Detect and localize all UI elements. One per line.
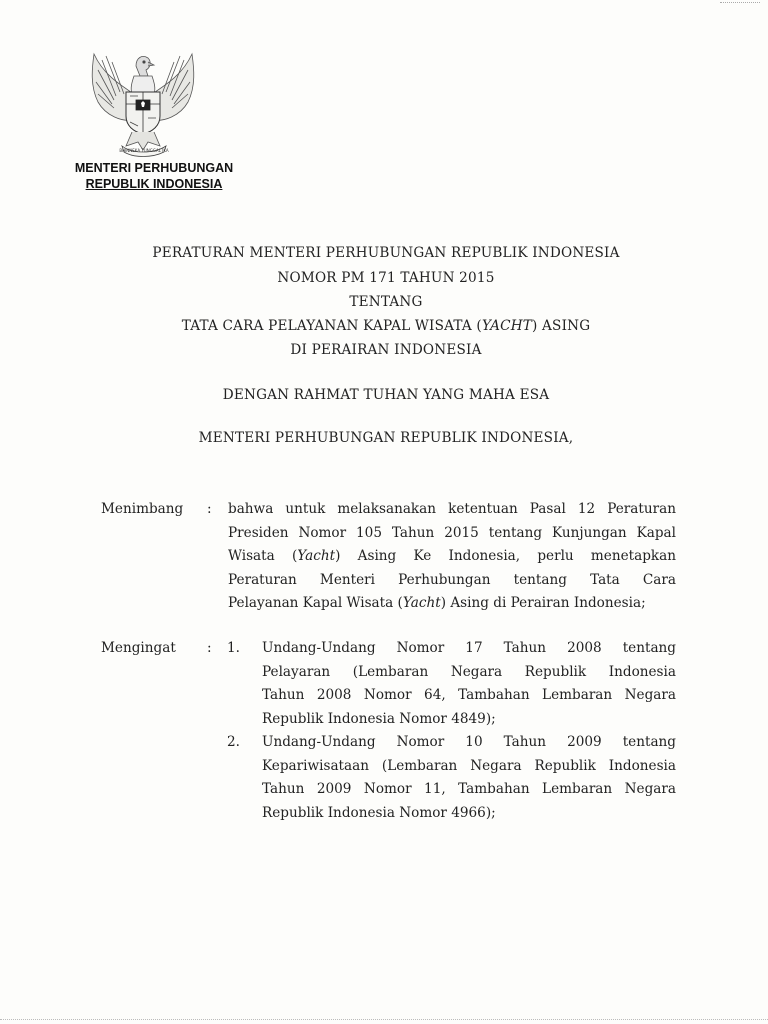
mengingat-colon: : xyxy=(207,640,212,656)
garuda-pancasila-emblem-icon xyxy=(82,46,204,158)
mengingat-item xyxy=(262,637,676,731)
regulation-about: TENTANG xyxy=(349,294,423,310)
line-italic: Yacht xyxy=(297,548,336,564)
ministry-name xyxy=(64,160,244,192)
ministry-line2: REPUBLIK INDONESIA xyxy=(85,177,223,191)
item-line: Tahun 2009 Nomor 11, Tambahan Lembaran Negara xyxy=(262,781,676,797)
preamble: DENGAN RAHMAT TUHAN YANG MAHA ESA xyxy=(222,387,550,403)
mengingat-item xyxy=(262,731,676,825)
subject-post: ) ASING xyxy=(532,318,591,334)
item-line: Republik Indonesia Nomor 4849); xyxy=(262,710,496,727)
item-line: Undang-Undang Nomor 10 Tahun 2009 tentang xyxy=(262,734,676,750)
menimbang-paragraph xyxy=(228,498,676,616)
scan-artifact xyxy=(0,1019,768,1021)
regulation-subject-line2: DI PERAIRAN INDONESIA xyxy=(290,342,482,358)
item-line: Kepariwisataan (Lembaran Negara Republik Indonesia xyxy=(262,757,676,774)
subject-italic: YACHT xyxy=(481,318,533,334)
item-number: 1. xyxy=(227,640,240,656)
item-line: Pelayaran (Lembaran Negara Republik Indonesia xyxy=(262,663,676,680)
issuer: MENTERI PERHUBUNGAN REPUBLIK INDONESIA, xyxy=(198,430,574,446)
menimbang-line xyxy=(228,592,676,616)
regulation-title-line1: PERATURAN MENTERI PERHUBUNGAN REPUBLIK INDONESIA xyxy=(152,245,620,261)
line-pre: Pelayanan Kapal Wisata ( xyxy=(228,595,403,611)
scan-artifact xyxy=(720,2,760,4)
line-pre: Wisata ( xyxy=(228,548,298,564)
menimbang-label: Menimbang xyxy=(101,501,184,517)
mengingat-label: Mengingat xyxy=(101,640,176,656)
menimbang-line: Presiden Nomor 105 Tahun 2015 tentang Kunjungan Kapal xyxy=(228,524,676,541)
item-line: Undang-Undang Nomor 17 Tahun 2008 tentang xyxy=(262,640,676,656)
item-number: 2. xyxy=(227,734,240,750)
subject-pre: TATA CARA PELAYANAN KAPAL WISATA ( xyxy=(181,318,482,334)
menimbang-colon: : xyxy=(207,501,212,517)
item-line: Tahun 2008 Nomor 64, Tambahan Lembaran Negara xyxy=(262,687,676,703)
regulation-number: NOMOR PM 171 TAHUN 2015 xyxy=(277,270,495,286)
item-line: Republik Indonesia Nomor 4966); xyxy=(262,804,496,821)
emblem-motto-text: BHINNEKA TUNGGAL IKA xyxy=(119,148,169,153)
line-post: ) Asing di Perairan Indonesia; xyxy=(440,595,646,611)
menimbang-line xyxy=(228,545,676,569)
menimbang-line: Peraturan Menteri Perhubungan tentang Tata Cara xyxy=(228,571,676,588)
line-post: ) Asing Ke Indonesia, perlu menetapkan xyxy=(335,548,676,564)
regulation-subject-line1 xyxy=(100,318,672,334)
ministry-line1: MENTERI PERHUBUNGAN xyxy=(74,161,234,175)
menimbang-line: bahwa untuk melaksanakan ketentuan Pasal 12 Peraturan xyxy=(228,501,676,517)
line-italic: Yacht xyxy=(402,595,441,611)
